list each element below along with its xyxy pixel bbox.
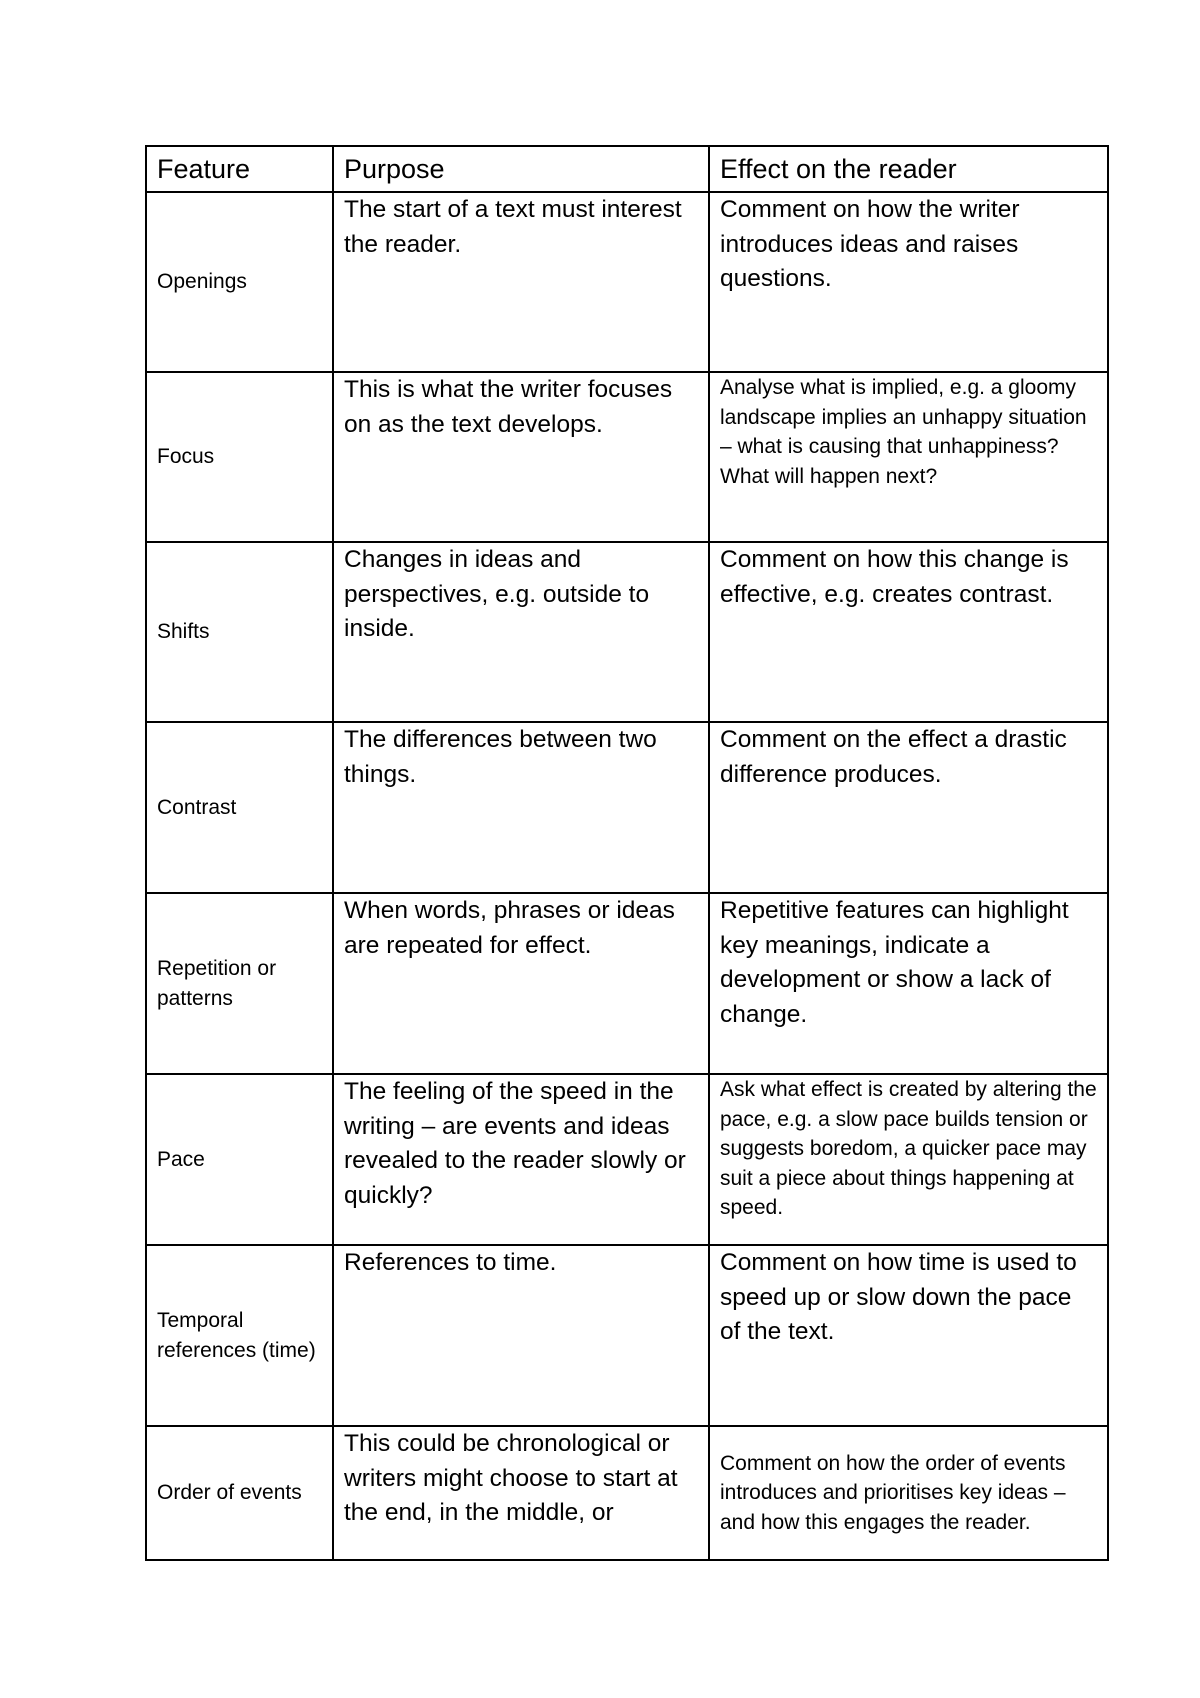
effect-text: Comment on how this change is effective, e.g. creates contrast. <box>720 546 1069 608</box>
table-row <box>146 192 1108 372</box>
purpose-cell <box>333 722 709 893</box>
effect-cell <box>709 1245 1108 1426</box>
effect-text: Analyse what is implied, e.g. a gloomy landscape implies an unhappy situation – what is causing that unhappiness? What will happen next? <box>720 376 1087 488</box>
purpose-text: This is what the writer focuses on as the text develops. <box>344 376 673 438</box>
feature-text: Temporal references (time) <box>157 1308 316 1362</box>
purpose-cell <box>333 372 709 542</box>
header-effect: Effect on the reader <box>709 146 1108 192</box>
effect-text: Repetitive features can highlight key meanings, indicate a development or show a lack of change. <box>720 897 1069 1028</box>
feature-cell <box>146 1426 333 1560</box>
effect-text: Comment on how the order of events introduces and prioritises key ideas – and how this engages the reader. <box>720 1451 1066 1534</box>
effect-text: Comment on how time is used to speed up or slow down the pace of the text. <box>720 1249 1077 1345</box>
feature-text: Shifts <box>157 620 210 643</box>
feature-text: Pace <box>157 1147 205 1171</box>
feature-cell <box>146 192 333 372</box>
effect-cell <box>709 1426 1108 1560</box>
purpose-cell <box>333 1245 709 1426</box>
header-purpose: Purpose <box>333 146 709 192</box>
effect-text: Ask what effect is created by altering the pace, e.g. a slow pace builds tension or suggests boredom, a quicker pace may suit a piece about things happening at speed. <box>720 1078 1097 1219</box>
feature-cell <box>146 722 333 893</box>
header-row <box>146 146 1108 192</box>
feature-cell <box>146 372 333 542</box>
purpose-text: The start of a text must interest the reader. <box>344 196 682 258</box>
effect-cell <box>709 542 1108 722</box>
purpose-text: The differences between two things. <box>344 726 657 788</box>
purpose-text: References to time. <box>344 1249 557 1276</box>
effect-cell <box>709 722 1108 893</box>
table-row <box>146 893 1108 1074</box>
purpose-cell <box>333 1074 709 1245</box>
feature-cell <box>146 1245 333 1426</box>
table-row <box>146 1426 1108 1560</box>
effect-text: Comment on the effect a drastic difference produces. <box>720 726 1067 788</box>
feature-text: Order of events <box>157 1481 302 1504</box>
table-row <box>146 542 1108 722</box>
table-row <box>146 1245 1108 1426</box>
table-row <box>146 372 1108 542</box>
feature-cell <box>146 893 333 1074</box>
effect-cell <box>709 893 1108 1074</box>
feature-text: Focus <box>157 445 215 468</box>
effect-cell <box>709 192 1108 372</box>
table-row <box>146 1074 1108 1245</box>
feature-cell <box>146 542 333 722</box>
header-feature: Feature <box>146 146 333 192</box>
purpose-text: This could be chronological or writers might choose to start at the end, in the middle, or <box>344 1430 678 1526</box>
purpose-cell <box>333 192 709 372</box>
effect-cell <box>709 372 1108 542</box>
feature-table <box>145 145 1109 1561</box>
purpose-cell <box>333 542 709 722</box>
purpose-text: The feeling of the speed in the writing – are events and ideas revealed to the reader slowly or quickly? <box>344 1078 686 1209</box>
purpose-cell <box>333 893 709 1074</box>
purpose-text: When words, phrases or ideas are repeated for effect. <box>344 897 675 959</box>
feature-text: Repetition or patterns <box>157 956 277 1010</box>
table-row <box>146 722 1108 893</box>
purpose-cell <box>333 1426 709 1560</box>
effect-text: Comment on how the writer introduces ideas and raises questions. <box>720 196 1020 292</box>
effect-cell <box>709 1074 1108 1245</box>
feature-cell <box>146 1074 333 1245</box>
feature-text: Contrast <box>157 795 237 819</box>
feature-text: Openings <box>157 270 247 293</box>
purpose-text: Changes in ideas and perspectives, e.g. outside to inside. <box>344 546 650 642</box>
